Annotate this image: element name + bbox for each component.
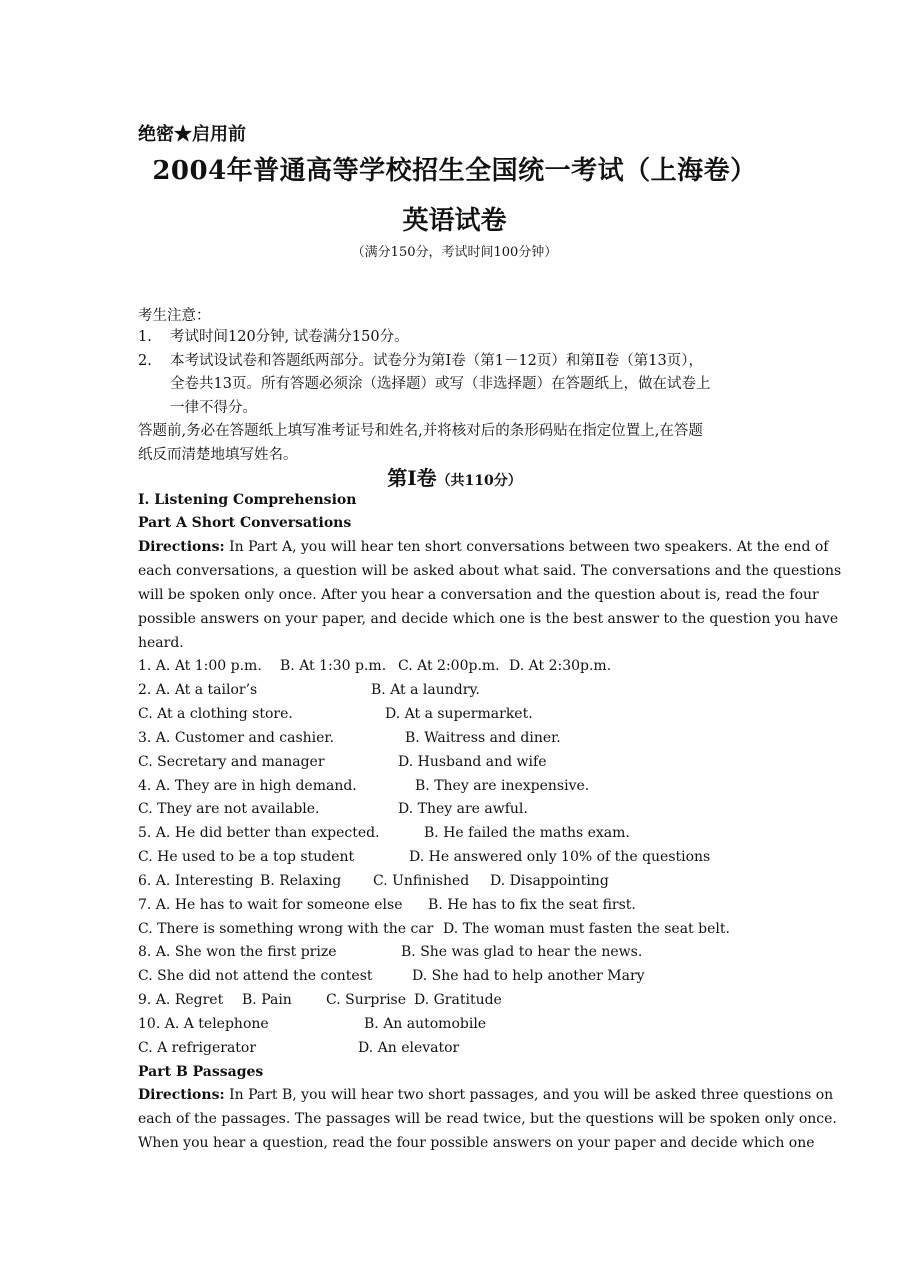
notice-item [138, 349, 703, 370]
part-b-heading: Part B Passages [138, 1064, 264, 1080]
option: D. An elevator [358, 1040, 460, 1056]
exam-title: 2004年普通高等学校招生全国统一考试（上海卷） [152, 156, 757, 186]
option: B. Waitress and diner. [405, 730, 561, 746]
directions-line: When you hear a question, read the four possible answers on your paper and decide which one [138, 1135, 815, 1151]
option: B. Relaxing [260, 873, 342, 889]
option: D. Gratitude [414, 992, 502, 1008]
option: 3. A. Customer and cashier. [138, 730, 335, 746]
notice-item-number: 2. [138, 353, 152, 369]
option: C. A refrigerator [138, 1040, 257, 1056]
option: B. At 1:30 p.m. [280, 658, 387, 674]
option: D. He answered only 10% of the questions [409, 849, 711, 865]
option: B. She was glad to hear the news. [401, 944, 643, 960]
option: D. Disappointing [490, 873, 609, 889]
option: C. At a clothing store. [138, 706, 293, 722]
section-heading: I. Listening Comprehension [138, 492, 357, 508]
option: D. The woman must fasten the seat belt. [443, 921, 730, 937]
volume-label: 第Ⅰ卷 [387, 466, 437, 490]
notice-paragraph: 纸反而清楚地填写姓名。 [138, 447, 298, 463]
option: C. They are not available. [138, 801, 320, 817]
option: 10. A. A telephone [138, 1016, 269, 1032]
option: B. An automobile [364, 1016, 487, 1032]
option: C. There is something wrong with the car [138, 921, 434, 937]
directions-line: will be spoken only once. After you hear a conversation and the question about is, read the four [138, 587, 819, 603]
directions-line: Directions: In Part B, you will hear two short passages, and you will be asked three questions on [138, 1087, 834, 1103]
option: 4. A. They are in high demand. [138, 778, 357, 794]
option: C. At 2:00p.m. [398, 658, 500, 674]
volume-points: （共110分） [436, 473, 522, 489]
notice-item-number: 1. [138, 329, 152, 345]
option: B. Pain [242, 992, 292, 1008]
option: D. At a supermarket. [385, 706, 533, 722]
option: C. He used to be a top student [138, 849, 355, 865]
notice-item-text: 考试时间120分钟, 试卷满分150分。 [170, 329, 409, 345]
part-a-heading: Part A Short Conversations [138, 515, 352, 531]
option: 2. A. At a tailor’s [138, 682, 258, 698]
option: 9. A. Regret [138, 992, 224, 1008]
option: B. He has to fix the seat first. [428, 897, 636, 913]
option: D. She had to help another Mary [412, 968, 645, 984]
notice-item-continued: 全卷共13页。所有答题必须涂（选择题）或写（非选择题）在答题纸上，做在试卷上 [170, 376, 711, 392]
option: B. They are inexpensive. [415, 778, 590, 794]
option: 8. A. She won the first prize [138, 944, 337, 960]
notice-paragraph: 答题前,务必在答题纸上填写准考证号和姓名,并将核对后的条形码贴在指定位置上,在答题 [138, 423, 703, 439]
directions-label: Directions: [138, 1087, 225, 1103]
option: D. Husband and wife [398, 754, 547, 770]
option: C. Secretary and manager [138, 754, 325, 770]
directions-line: possible answers on your paper, and decide which one is the best answer to the question you have [138, 611, 839, 627]
option: 7. A. He has to wait for someone else [138, 897, 403, 913]
notice-item-text: 本考试设试卷和答题纸两部分。试卷分为第Ⅰ卷（第1－12页）和第Ⅱ卷（第13页）， [170, 353, 703, 369]
notice-heading: 考生注意： [138, 308, 211, 324]
directions-label: Directions: [138, 539, 225, 555]
option: C. She did not attend the contest [138, 968, 373, 984]
option: 1. A. At 1:00 p.m. [138, 658, 262, 674]
notice-item-continued: 一律不得分。 [170, 400, 257, 416]
option: B. At a laundry. [371, 682, 480, 698]
confidential-mark: 绝密★启用前 [138, 124, 246, 145]
option: C. Surprise [326, 992, 407, 1008]
option: C. Unfinished [373, 873, 470, 889]
option: 6. A. Interesting [138, 873, 254, 889]
directions-line: each conversations, a question will be asked about what said. The conversations and the questions [138, 563, 842, 579]
score-time-note: （满分150分，考试时间100分钟） [351, 245, 558, 260]
notice-item [138, 325, 409, 346]
option: 5. A. He did better than expected. [138, 825, 380, 841]
directions-line: Directions: In Part A, you will hear ten short conversations between two speakers. At the end of [138, 539, 829, 555]
volume-heading [0, 462, 909, 491]
option: B. He failed the maths exam. [424, 825, 630, 841]
directions-line: heard. [138, 635, 184, 651]
option: D. They are awful. [398, 801, 528, 817]
exam-subtitle: 英语试卷 [402, 206, 507, 236]
option: D. At 2:30p.m. [509, 658, 612, 674]
directions-line: each of the passages. The passages will be read twice, but the questions will be spoken only once. [138, 1111, 837, 1127]
